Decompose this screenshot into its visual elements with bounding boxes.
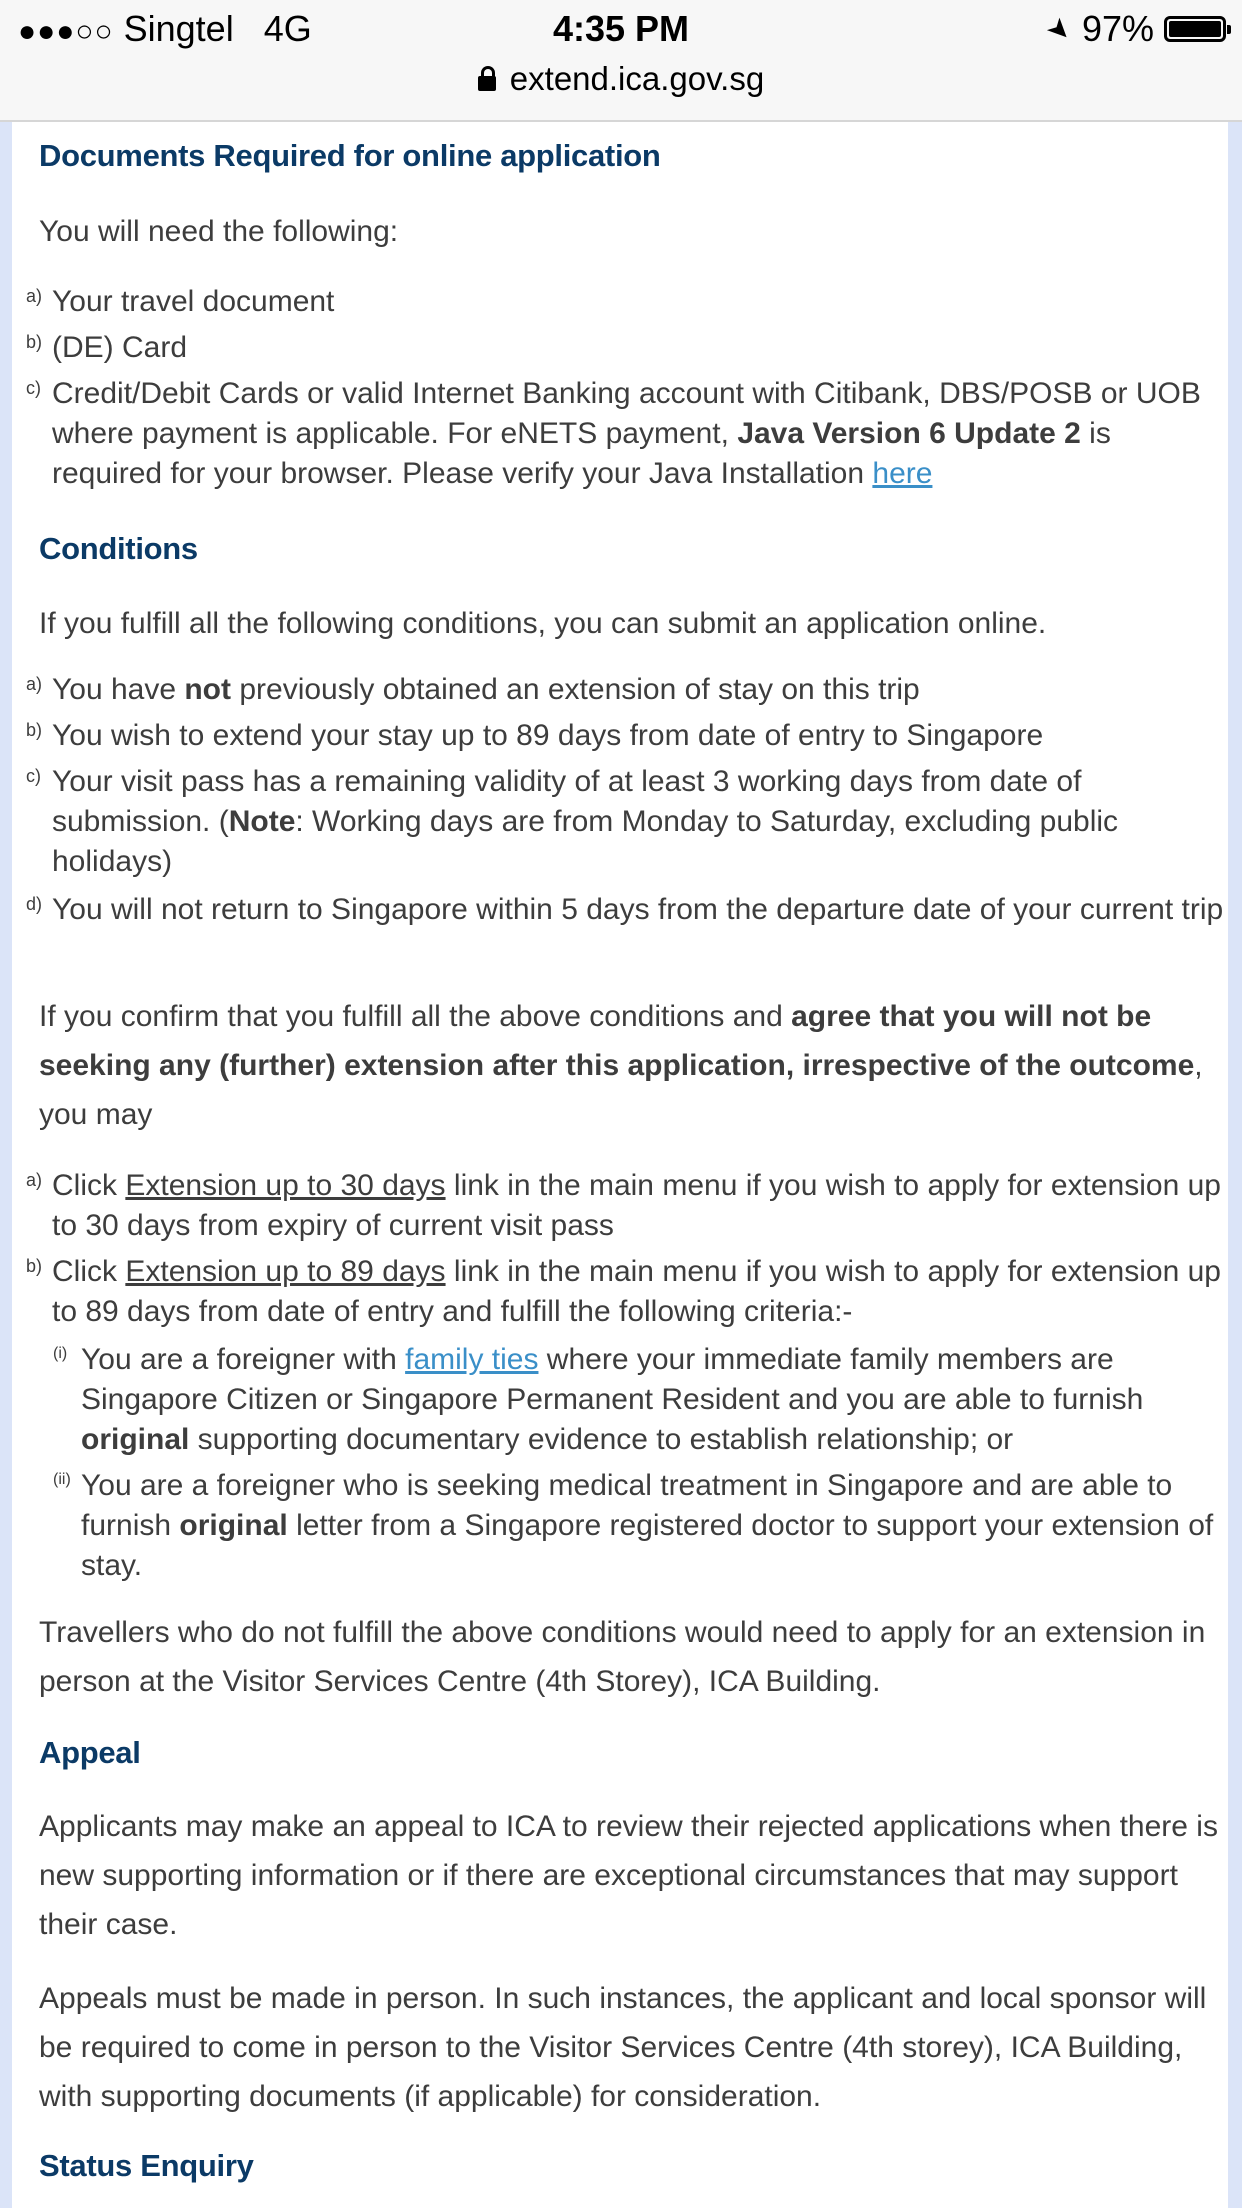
list-item: (ii) You are a foreigner who is seeking medical treatment in Singapore and are able to furnish original letter from a Singapore registered doctor to support your extension of stay.	[53, 1469, 1214, 1582]
list-item: a) You have not previously obtained an extension of stay on this trip	[26, 673, 920, 706]
carrier-name: Singtel	[123, 8, 234, 49]
options-list	[12, 1166, 1228, 1586]
list-item: a) Your travel document	[26, 285, 335, 318]
location-arrow-icon: ➤	[1040, 9, 1080, 49]
clock: 4:35 PM	[552, 8, 690, 49]
java-check-link[interactable]: here	[872, 457, 933, 490]
network-type: 4G	[263, 8, 312, 49]
signal-strength-icon: ●●●○○	[18, 15, 114, 48]
address-bar[interactable]	[0, 60, 1242, 98]
extension-30-days-link[interactable]: Extension up to 30 days	[125, 1169, 446, 1202]
travellers-paragraph: Travellers who do not fulfill the above conditions would need to apply for an extension in person at the Visitor Services Centre (4th Storey), ICA Building.	[39, 1616, 1206, 1698]
documents-list	[12, 282, 1228, 494]
documents-intro: You will need the following:	[39, 215, 399, 248]
battery-icon	[1164, 16, 1226, 42]
page-content[interactable]	[12, 122, 1228, 2208]
list-item: b) (DE) Card	[26, 331, 188, 364]
family-ties-link[interactable]: family ties	[405, 1343, 539, 1376]
appeal-paragraph-2: Appeals must be made in person. In such instances, the applicant and local sponsor will be required to come in person to the Visitor Services Centre (4th storey), ICA Building, with supporting documents (if applicable) for consideration.	[39, 1982, 1207, 2113]
list-item: b) Click Extension up to 89 days link in the main menu if you wish to apply for extension up to 89 days from date of entry and fulfill the following criteria:-	[26, 1255, 1221, 1328]
list-item: (i) You are a foreigner with family ties where your immediate family members are Singapore Citizen or Singapore Permanent Resident and you are able to furnish original supporting documentary evidence to establish relationship; or	[53, 1343, 1144, 1456]
appeal-paragraph-1: Applicants may make an appeal to ICA to review their rejected applications when there is new supporting information or if there are exceptional circumstances that may support their case.	[39, 1810, 1218, 1941]
conditions-list	[12, 670, 1228, 930]
confirm-paragraph: If you confirm that you fulfill all the above conditions and agree that you will not be seeking any (further) extension after this application, irrespective of the outcome, you may	[39, 1000, 1203, 1131]
list-item: b) You wish to extend your stay up to 89 days from date of entry to Singapore	[26, 719, 1044, 752]
conditions-intro: If you fulfill all the following conditions, you can submit an application online.	[39, 607, 1047, 640]
conditions-heading: Conditions	[39, 531, 198, 566]
url-text: extend.ica.gov.sg	[509, 60, 765, 97]
list-item: c) Your visit pass has a remaining validity of at least 3 working days from date of submission. (Note: Working days are from Monday to Saturday, excluding public holidays)	[26, 765, 1119, 878]
lock-icon	[478, 76, 496, 91]
status-enquiry-heading: Status Enquiry	[39, 2148, 254, 2183]
list-item: a) Click Extension up to 30 days link in the main menu if you wish to apply for extension up to 30 days from expiry of current visit pass	[26, 1169, 1221, 1242]
list-item: c) Credit/Debit Cards or valid Internet Banking account with Citibank, DBS/POSB or UOB where payment is applicable. For eNETS payment, Java Version 6 Update 2 is required for your browser. Please verify your Java Installation here	[26, 377, 1201, 490]
status-bar	[0, 0, 1242, 122]
list-item: d) You will not return to Singapore within 5 days from the departure date of your current trip	[26, 893, 1224, 926]
appeal-heading: Appeal	[39, 1735, 141, 1770]
status-right	[1040, 8, 1226, 50]
battery-percent: 97%	[1081, 8, 1154, 49]
documents-heading: Documents Required for online application	[39, 138, 661, 173]
extension-89-days-link[interactable]: Extension up to 89 days	[125, 1255, 446, 1288]
